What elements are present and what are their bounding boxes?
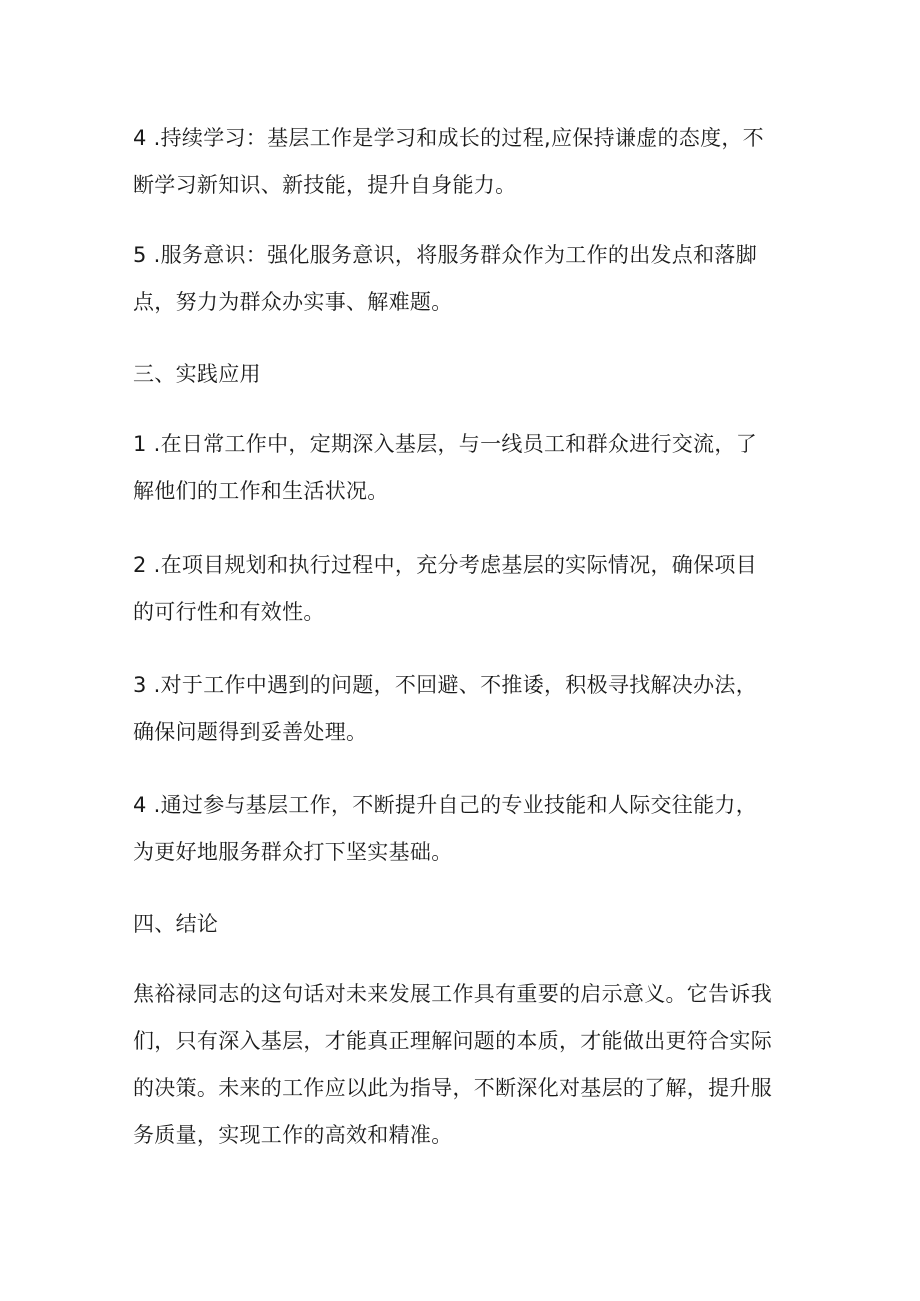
paragraph-line: 2 .在项目规划和执行过程中，充分考虑基层的实际情况，确保项目 xyxy=(133,553,758,577)
paragraph-line: 为更好地服务群众打下坚实基础。 xyxy=(133,840,453,864)
paragraph-line: 4 .持续学习：基层工作是学习和成长的过程,应保持谦虚的态度，不 xyxy=(133,126,764,150)
paragraph-line: 1 .在日常工作中，定期深入基层，与一线员工和群众进行交流，了 xyxy=(133,432,758,456)
paragraph-line: 5 .服务意识：强化服务意识，将服务群众作为工作的出发点和落脚 xyxy=(133,243,758,267)
paragraph-line: 务质量，实现工作的高效和精准。 xyxy=(133,1123,453,1147)
paragraph-line: 确保问题得到妥善处理。 xyxy=(133,720,368,744)
paragraph-line: 点，努力为群众办实事、解难题。 xyxy=(133,290,453,314)
paragraph-line: 们，只有深入基层，才能真正理解问题的本质，才能做出更符合实际 xyxy=(133,1029,772,1053)
paragraph-line: 解他们的工作和生活状况。 xyxy=(133,479,389,503)
paragraph-line: 4 .通过参与基层工作，不断提升自己的专业技能和人际交往能力， xyxy=(133,793,758,817)
paragraph-line: 焦裕禄同志的这句话对未来发展工作具有重要的启示意义。它告诉我 xyxy=(133,982,772,1006)
paragraph-line: 的决策。未来的工作应以此为指导，不断深化对基层的了解，提升服 xyxy=(133,1076,772,1100)
section-heading: 四、结论 xyxy=(133,912,219,936)
paragraph-line: 断学习新知识、新技能，提升自身能力。 xyxy=(133,173,517,197)
paragraph-line: 3 .对于工作中遇到的问题，不回避、不推诿，积极寻找解决办法， xyxy=(133,673,758,697)
paragraph-line: 的可行性和有效性。 xyxy=(133,600,325,624)
section-heading: 三、实践应用 xyxy=(133,362,261,386)
